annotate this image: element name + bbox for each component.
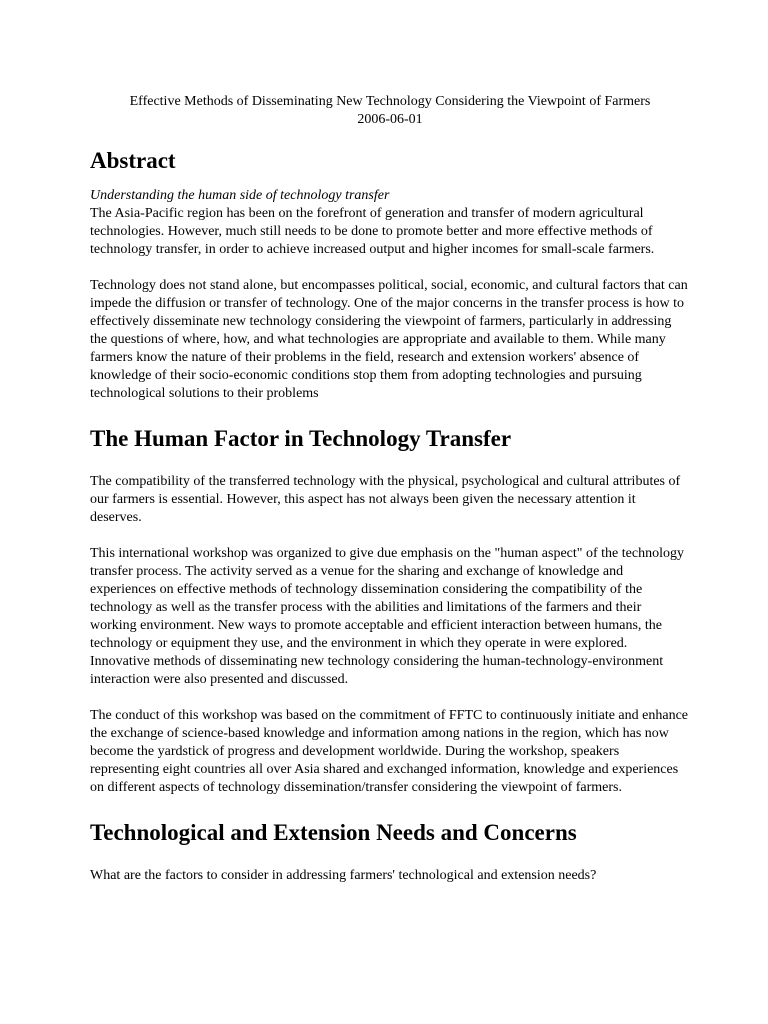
paragraph-gap [90,689,690,707]
needs-paragraph-1: What are the factors to consider in addressing farmers' technological and extension needs? [90,868,597,883]
document-page [90,93,690,885]
paragraph-gap [90,259,690,277]
paragraph-gap [90,527,690,545]
document-date: 2006-06-01 [357,112,423,127]
document-title: Effective Methods of Disseminating New Technology Considering the Viewpoint of Farmers [129,94,651,109]
human-factor-paragraph-1: The compatibility of the transferred technology with the physical, psychological and cultural attributes of our farmers is essential. However, this aspect has not always been given the necessary attention it deserves. [90,474,681,525]
abstract-heading: Abstract [90,148,176,173]
abstract-paragraph-2: Technology does not stand alone, but encompasses political, social, economic, and cultural factors that can impede the diffusion or transfer of technology. One of the major concerns in the transfer process is how to effectively disseminate new technology considering the viewpoint of farmers, particularly in addressing the questions of where, how, and what technologies are appropriate and available to them. While many farmers know the nature of their problems in the field, research and extension workers' absence of knowledge of their socio-economic conditions stop them from adopting technologies and pursuing technological solutions to their problems [90,278,688,401]
human-factor-heading: The Human Factor in Technology Transfer [90,426,512,451]
abstract-paragraph-1: The Asia-Pacific region has been on the forefront of generation and transfer of modern agricultural technologies. However, much still needs to be done to promote better and more effective methods of technology transfer, in order to achieve increased output and higher incomes for small-scale farmers. [90,206,655,257]
human-factor-paragraph-3: The conduct of this workshop was based on the commitment of FFTC to continuously initiate and enhance the exchange of science-based knowledge and information among nations in the region, which has now become the yardstick of progress and development worldwide. During the workshop, speakers representing eight countries all over Asia shared and exchanged information, knowledge and experiences on different aspects of technology dissemination/transfer considering the viewpoint of farmers. [90,708,689,795]
human-factor-paragraph-2: This international workshop was organized to give due emphasis on the "human aspect" of the technology transfer process. The activity served as a venue for the sharing and exchange of knowledge and experiences on effective methods of technology dissemination considering the compatibility of the technology as well as the transfer process with the abilities and limitations of the farmers and their working environment. New ways to promote acceptable and efficient interaction between humans, the technology or equipment they use, and the environment in which they operate in were explored. Innovative methods of disseminating new technology considering the human-technology-environment interaction were also presented and discussed. [90,546,684,687]
abstract-subheading: Understanding the human side of technology transfer [90,188,390,203]
needs-heading: Technological and Extension Needs and Concerns [90,820,577,845]
